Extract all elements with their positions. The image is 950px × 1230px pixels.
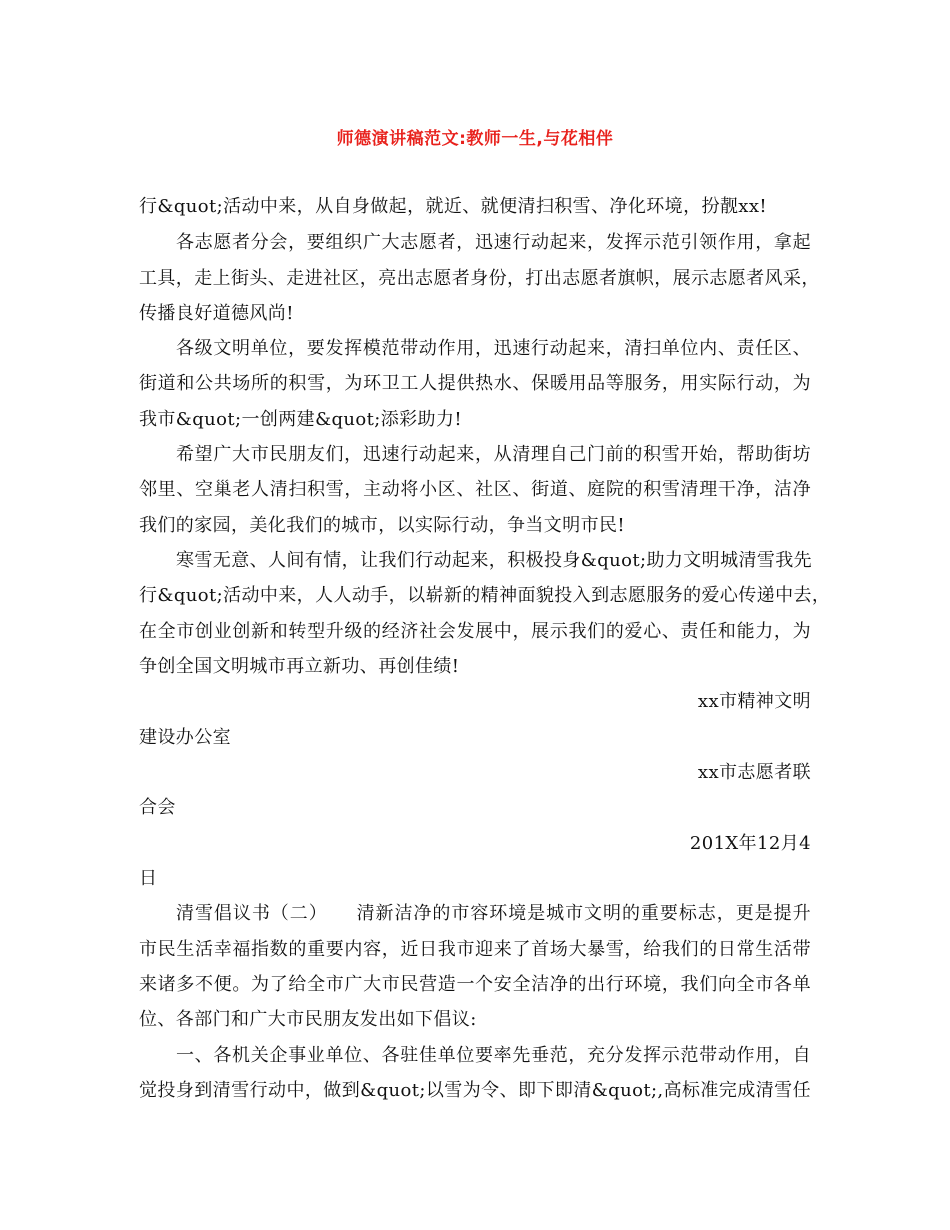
- text-line: 各志愿者分会，要组织广大志愿者，迅速行动起来，发挥示范引领作用，拿起: [176, 232, 811, 253]
- date-line: 201X年12月4: [689, 833, 811, 854]
- text-line: 寒雪无意、人间有情，让我们行动起来，积极投身&quot;助力文明城清雪我先: [176, 550, 813, 571]
- text-line: 清雪倡议书（二） 清新洁净的市容环境是城市文明的重要标志，更是提升: [176, 903, 811, 924]
- text-line: 觉投身到清雪行动中，做到&quot;以雪为令、即下即清&quot;,高标准完成清雪任: [139, 1080, 811, 1101]
- text-line: 市民生活幸福指数的重要内容，近日我市迎来了首场大暴雪，给我们的日常生活带: [139, 939, 811, 960]
- signature-line: 建设办公室: [139, 727, 231, 748]
- date-line: 日: [139, 868, 158, 889]
- text-line: 一、各机关企事业单位、各驻佳单位要率先垂范，充分发挥示范带动作用，自: [176, 1045, 811, 1066]
- text-line: 来诸多不便。为了给全市广大市民营造一个安全洁净的出行环境，我们向全市各单: [139, 974, 811, 995]
- text-line: 街道和公共场所的积雪，为环卫工人提供热水、保暖用品等服务，用实际行动，为: [139, 373, 811, 394]
- signature-line: xx市精神文明: [697, 691, 811, 712]
- text-line: 我们的家园，美化我们的城市，以实际行动，争当文明市民!: [139, 515, 626, 536]
- signature-line: 合会: [139, 797, 176, 818]
- text-line: 位、各部门和广大市民朋友发出如下倡议:: [139, 1009, 477, 1030]
- text-line: 邻里、空巢老人清扫积雪，主动将小区、社区、街道、庭院的积雪清理干净，洁净: [139, 479, 811, 500]
- text-line: 行&quot;活动中来，人人动手，以崭新的精神面貌投入到志愿服务的爱心传递中去，: [139, 585, 831, 606]
- text-line: 传播良好道德风尚!: [139, 303, 294, 324]
- text-line: 我市&quot;一创两建&quot;添彩助力!: [139, 409, 462, 430]
- text-line: 希望广大市民朋友们，迅速行动起来，从清理自己门前的积雪开始，帮助街坊: [176, 444, 811, 465]
- text-line: 工具，走上街头、走进社区，亮出志愿者身份，打出志愿者旗帜，展示志愿者风采，: [139, 268, 820, 289]
- signature-line: xx市志愿者联: [697, 762, 811, 783]
- document-title: 师德演讲稿范文:教师一生,与花相伴: [336, 129, 614, 149]
- text-line: 行&quot;活动中来，从自身做起，就近、就便清扫积雪、净化环境，扮靓xx!: [139, 196, 768, 217]
- text-line: 在全市创业创新和转型升级的经济社会发展中，展示我们的爱心、责任和能力，为: [139, 621, 811, 642]
- text-line: 各级文明单位，要发挥模范带动作用，迅速行动起来，清扫单位内、责任区、: [176, 338, 811, 359]
- text-line: 争创全国文明城市再立新功、再创佳绩!: [139, 656, 460, 677]
